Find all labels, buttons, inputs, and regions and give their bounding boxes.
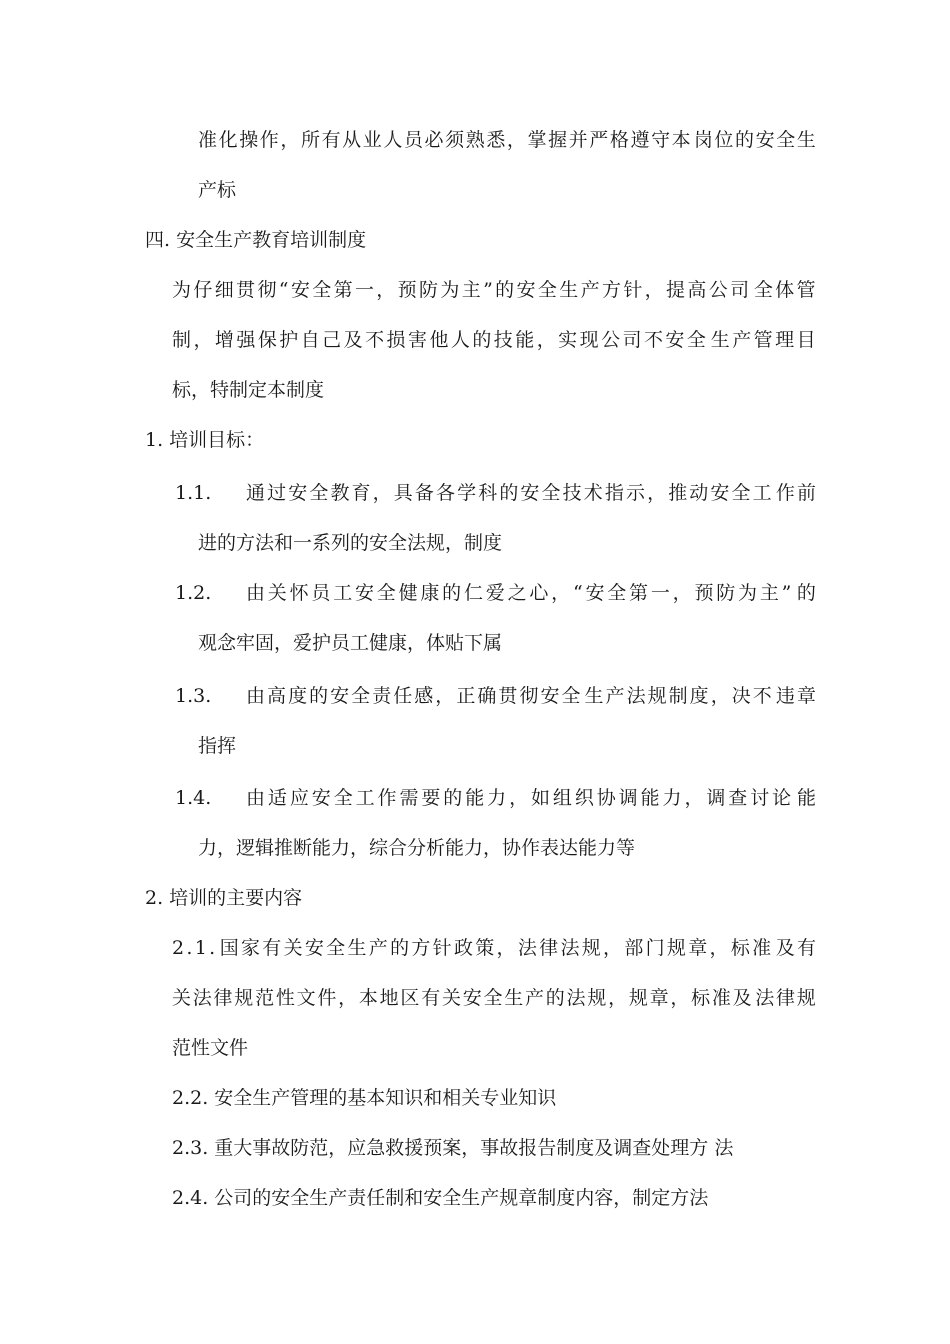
- item-number: 1.3.: [175, 685, 212, 707]
- paragraph-line: 产标: [198, 179, 237, 201]
- paragraph-line: 由 关 怀 员 工 安 全 健 康 的 仁 爱 之 心 ， “ 安 全 第 一 ， 预 防 为 主 ” 的: [246, 582, 816, 604]
- subsection-heading: 2. 培训的主要内容: [145, 887, 303, 909]
- paragraph-line: 由 适 应 安 全 工 作 需 要 的 能 力 ， 如 组 织 协 调 能 力 ， 调 查 讨 论 能: [246, 787, 816, 809]
- paragraph-line: 观念牢固，爱护员工健康，体贴下属: [198, 632, 503, 654]
- paragraph-line: 2.2. 安全生产管理的基本知识和相关专业知识: [172, 1087, 557, 1109]
- item-number: 1.1.: [175, 482, 212, 504]
- paragraph-line: 通 过 安 全 教 育 ， 具 备 各 学 科 的 安 全 技 术 指 示 ， 推 动 安 全 工 作 前: [246, 482, 816, 504]
- paragraph-line: 由 高 度 的 安 全 责 任 感 ， 正 确 贯 彻 安 全 生 产 法 规 制 度 ， 决 不 违 章: [246, 685, 816, 707]
- paragraph-line: 准 化 操 作 ， 所 有 从 业 人 员 必 须 熟 悉 ， 掌 握 并 严 格 遵 守 本 岗 位 的 安 全 生: [198, 129, 816, 151]
- paragraph-line: 进的方法和一系列的安全法规，制度: [198, 532, 503, 554]
- paragraph-line: 关 法 律 规 范 性 文 件 ， 本 地 区 有 关 安 全 生 产 的 法 规 ， 规 章 ， 标 准 及 法 律 规: [172, 987, 816, 1009]
- paragraph-line: 标，特制定本制度: [172, 379, 325, 401]
- paragraph-line: 2.4. 公司的安全生产责任制和安全生产规章制度内容，制定方法: [172, 1187, 709, 1209]
- paragraph-line: 制 ， 增 强 保 护 自 己 及 不 损 害 他 人 的 技 能 ， 实 现 公 司 不 安 全 生 产 管 理 目: [172, 329, 816, 351]
- paragraph-line: 为 仔 细 贯 彻 “ 安 全 第 一 ， 预 防 为 主 ” 的 安 全 生 产 方 针 ， 提 高 公 司 全 体 管: [172, 279, 816, 301]
- item-number: 1.4.: [175, 787, 212, 809]
- section-heading: 四. 安全生产教育培训制度: [145, 229, 367, 251]
- paragraph-line: 2.3. 重大事故防范，应急救援预案，事故报告制度及调查处理方 法: [172, 1137, 734, 1159]
- paragraph-line: 指挥: [198, 735, 237, 757]
- subsection-heading: 1. 培训目标：: [145, 429, 265, 451]
- paragraph-line: 范性文件: [172, 1037, 249, 1059]
- paragraph-line: 2 . 1 . 国 家 有 关 安 全 生 产 的 方 针 政 策 ， 法 律 法 规 ， 部 门 规 章 ， 标 准 及 有: [172, 937, 816, 959]
- item-number: 1.2.: [175, 582, 212, 604]
- paragraph-line: 力，逻辑推断能力，综合分析能力，协作表达能力等: [198, 837, 636, 859]
